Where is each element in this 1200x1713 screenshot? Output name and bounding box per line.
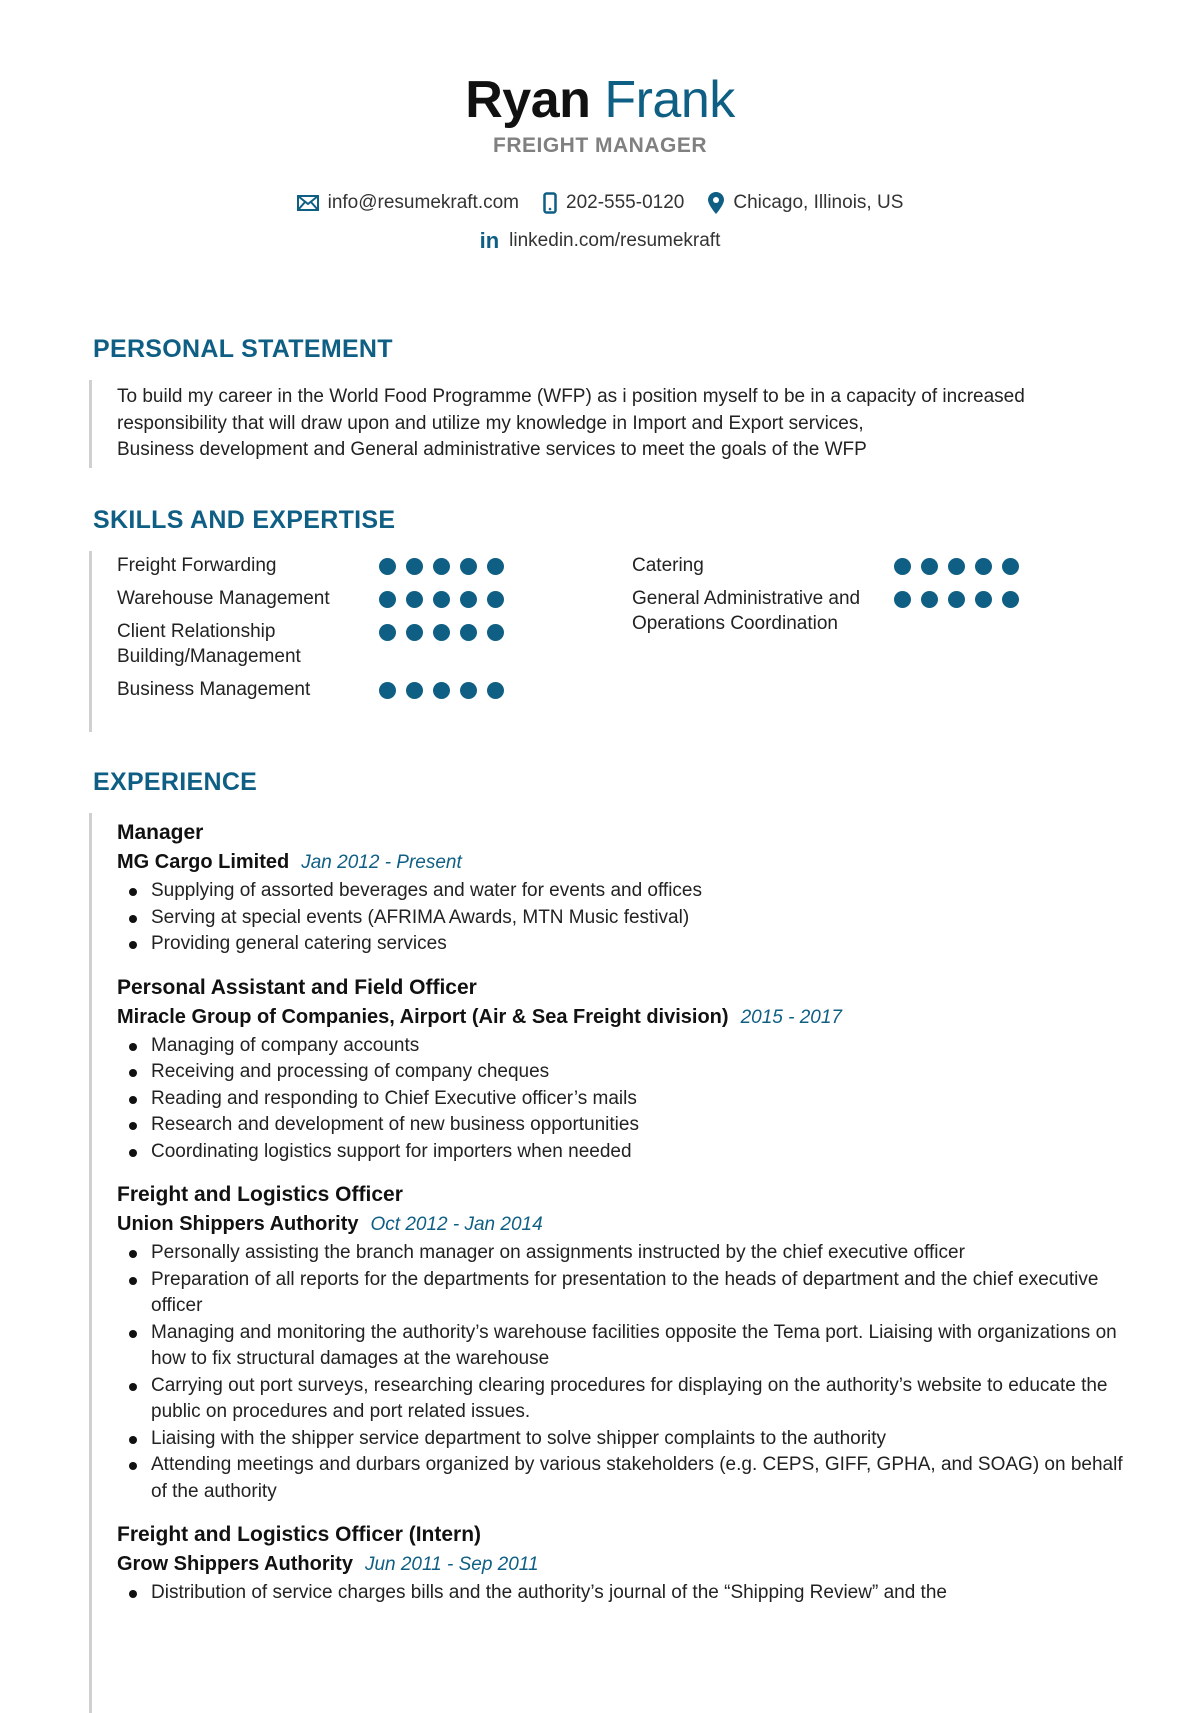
skill-rating [379, 586, 504, 611]
rating-dot [975, 591, 992, 608]
rating-dot [460, 682, 477, 699]
job-entry [117, 1181, 1133, 1505]
job-entry [117, 1521, 1133, 1607]
personal-statement-text: To build my career in the World Food Programme (WFP) as i position myself to be in a capacity of increased responsibility that will draw upon and utilize my knowledge in Import and Export services, Business development and General administrative services to meet the goals of the WFP [89, 380, 1133, 468]
job-company: MG Cargo Limited Jan 2012 - Present [117, 851, 462, 873]
linkedin-icon: in [479, 228, 500, 253]
rating-dot [894, 591, 911, 608]
rating-dot [894, 558, 911, 575]
job-role: Freight and Logistics Officer (Intern) [117, 1523, 482, 1546]
skills-section [93, 505, 1133, 732]
location-contact: Chicago, Illinois, US [708, 192, 903, 214]
rating-dot [921, 558, 938, 575]
list-item: Providing general catering services [127, 931, 1133, 958]
skill-item: Warehouse Management [117, 586, 632, 611]
rating-dot [379, 624, 396, 641]
skill-item: Business Management [117, 677, 632, 702]
rating-dot [487, 624, 504, 641]
skills-column-left [117, 553, 632, 710]
skill-rating [379, 553, 504, 578]
skill-item: General Administrative and Operations Coordination [632, 586, 1147, 636]
rating-dot [379, 682, 396, 699]
rating-dot [433, 624, 450, 641]
rating-dot [487, 591, 504, 608]
job-date: Jan 2012 - Present [301, 852, 462, 873]
job-role: Personal Assistant and Field Officer [117, 975, 477, 999]
linkedin-contact[interactable]: in linkedin.com/resumekraft [479, 228, 721, 253]
list-item: Attending meetings and durbars organized by various stakeholders (e.g. CEPS, GIFF, GPHA, and SOAG) on behalf of the authority [127, 1452, 1133, 1505]
list-item: Supplying of assorted beverages and water for events and offices [127, 878, 1133, 905]
job-company: Union Shippers Authority Oct 2012 - Jan 2014 [117, 1213, 543, 1235]
job-role: Manager [117, 821, 204, 844]
candidate-name: Ryan Frank [465, 71, 735, 129]
rating-dot [460, 624, 477, 641]
rating-dot [460, 591, 477, 608]
phone-contact: 202-555-0120 [543, 192, 684, 214]
rating-dot [460, 558, 477, 575]
job-date: Oct 2012 - Jan 2014 [370, 1214, 543, 1235]
list-item: Receiving and processing of company cheques [127, 1059, 1133, 1086]
section-heading: PERSONAL STATEMENT [93, 335, 393, 363]
job-entry [117, 974, 1133, 1166]
job-company: Grow Shippers Authority Jun 2011 - Sep 2011 [117, 1553, 539, 1575]
envelope-icon [297, 195, 319, 211]
job-company: Miracle Group of Companies, Airport (Air & Sea Freight division) 2015 - 2017 [117, 1005, 842, 1028]
job-bullets [127, 878, 1133, 958]
section-heading: SKILLS AND EXPERTISE [93, 506, 396, 534]
personal-statement-section [93, 334, 1133, 468]
skill-item: Catering [632, 553, 1147, 578]
job-bullets [127, 1033, 1133, 1166]
list-item: Research and development of new business opportunities [127, 1112, 1133, 1139]
job-bullets [127, 1240, 1133, 1505]
skill-rating [379, 677, 504, 702]
skill-rating [379, 619, 504, 669]
rating-dot [948, 558, 965, 575]
list-item: Distribution of service charges bills and the authority’s journal of the “Shipping Review” and the [127, 1580, 1133, 1607]
rating-dot [487, 558, 504, 575]
rating-dot [379, 591, 396, 608]
list-item: Personally assisting the branch manager on assignments instructed by the chief executive officer [127, 1240, 1133, 1267]
list-item: Serving at special events (AFRIMA Awards, MTN Music festival) [127, 905, 1133, 932]
rating-dot [1002, 558, 1019, 575]
rating-dot [406, 558, 423, 575]
rating-dot [406, 682, 423, 699]
list-item: Reading and responding to Chief Executive officer’s mails [127, 1086, 1133, 1113]
map-pin-icon [708, 192, 724, 214]
job-entry [117, 819, 1133, 958]
skill-item: Client Relationship Building/Management [117, 619, 632, 669]
rating-dot [975, 558, 992, 575]
skills-column-right [632, 553, 1147, 710]
list-item: Preparation of all reports for the departments for presentation to the heads of department and the chief executive officer [127, 1267, 1133, 1320]
skill-rating [894, 553, 1019, 578]
rating-dot [433, 558, 450, 575]
experience-list [89, 813, 1133, 1713]
list-item: Coordinating logistics support for importers when needed [127, 1139, 1133, 1166]
email-contact[interactable]: info@resumekraft.com [297, 192, 519, 214]
list-item: Carrying out port surveys, researching clearing procedures for displaying on the authority’s website to educate the public on procedures and port related issues. [127, 1373, 1133, 1426]
list-item: Managing and monitoring the authority’s warehouse facilities opposite the Tema port. Liaising with organizations on how to fix structural damages at the warehouse [127, 1320, 1133, 1373]
rating-dot [921, 591, 938, 608]
rating-dot [433, 682, 450, 699]
rating-dot [406, 624, 423, 641]
job-date: 2015 - 2017 [740, 1006, 842, 1028]
job-role: Freight and Logistics Officer [117, 1183, 403, 1206]
job-title: FREIGHT MANAGER [493, 134, 707, 157]
rating-dot [1002, 591, 1019, 608]
skill-item: Freight Forwarding [117, 553, 632, 578]
rating-dot [487, 682, 504, 699]
rating-dot [433, 591, 450, 608]
list-item: Liaising with the shipper service department to solve shipper complaints to the authority [127, 1426, 1133, 1453]
rating-dot [379, 558, 396, 575]
section-heading: EXPERIENCE [93, 768, 258, 796]
phone-icon [543, 192, 557, 214]
resume-header [0, 70, 1200, 254]
skill-rating [894, 586, 1019, 636]
rating-dot [406, 591, 423, 608]
rating-dot [948, 591, 965, 608]
job-bullets [127, 1580, 1133, 1607]
contact-info [0, 192, 1200, 214]
experience-section [93, 767, 1133, 1713]
job-date: Jun 2011 - Sep 2011 [364, 1554, 539, 1575]
skills-grid [89, 551, 1133, 732]
list-item: Managing of company accounts [127, 1033, 1133, 1060]
